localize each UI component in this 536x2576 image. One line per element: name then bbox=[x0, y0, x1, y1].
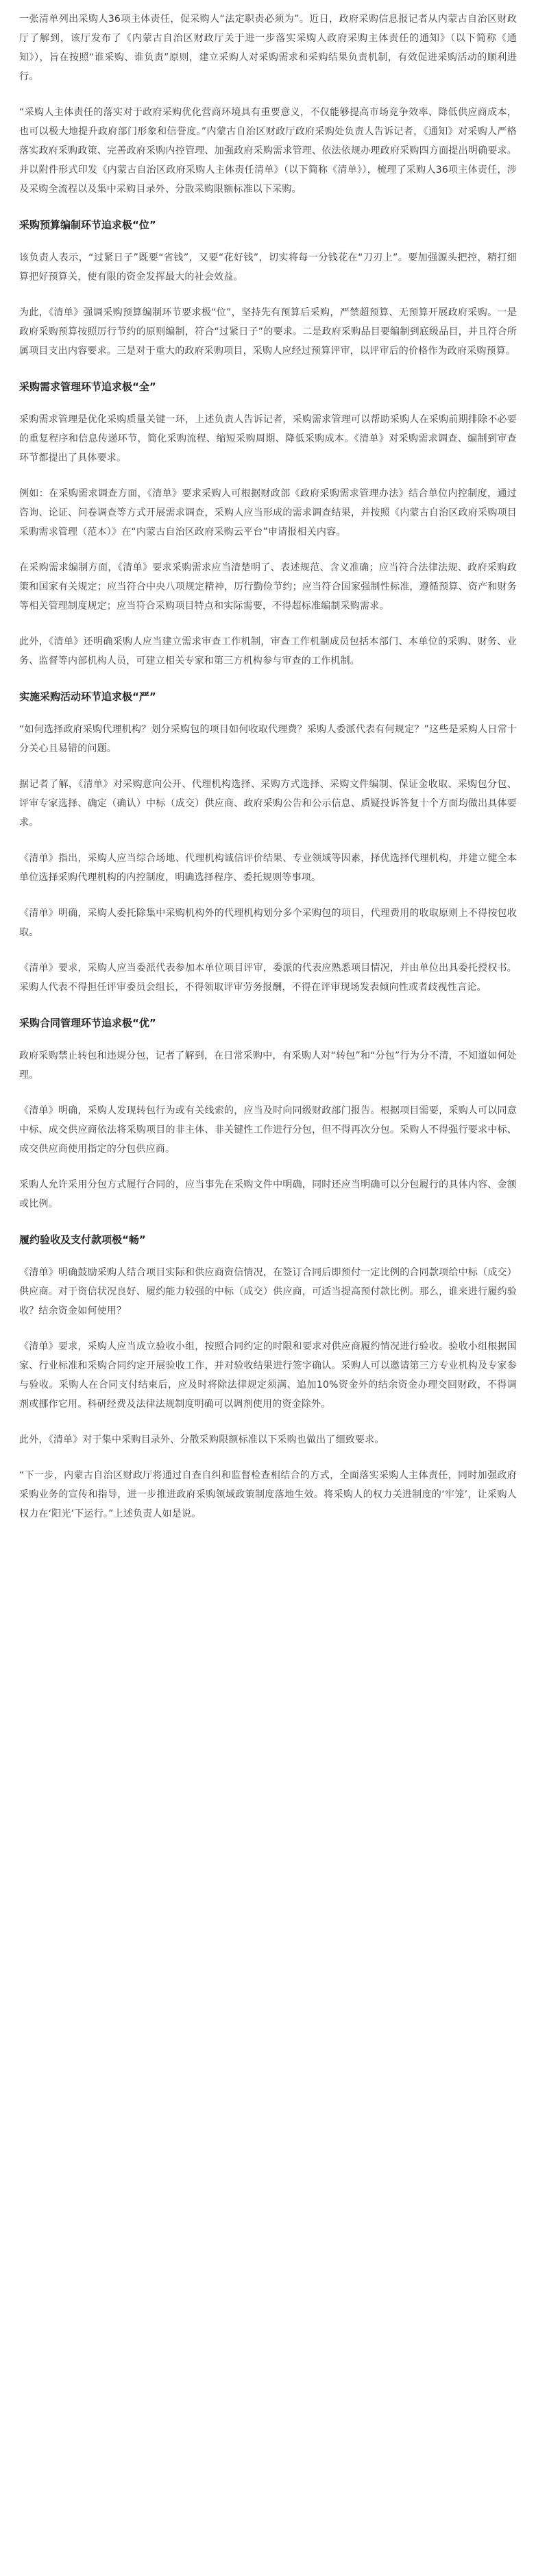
paragraph-subcontract-disclosure: 采购人允许采用分包方式履行合同的，应当事先在采购文件中明确，同时还应当明确可以分包履行的具体内容、金额或比例。 bbox=[19, 1179, 517, 1209]
paragraph-demand-compile: 在采购需求编制方面，《清单》要求采购需求应当清楚明了、表述规范、含义准确；应当符合法律法规、政府采购政策和国家有关规定；应当符合中央八项规定精神，厉行勤俭节约；应当符合国家强制性标准，遵循预算、资产和财务等相关管理制度规定；应当符合采购项目特点和实际需要，不得超标准编制采购需求。 bbox=[19, 562, 517, 612]
paragraph-subcontract-issue: 政府采购禁止转包和违规分包，记者了解到，在日常采购中，有采购人对“转包”和“分包”行为分不清，不知道如何处理。 bbox=[19, 1050, 517, 1081]
paragraph-agency-selection: 《清单》指出，采购人应当综合场地、代理机构诚信评价结果、专业领域等因素，择优选择代理机构，并建立健全本单位选择采购代理机构的内控制度，明确选择程序、委托规则等事项。 bbox=[19, 853, 517, 883]
paragraph-procurement-ten-aspects: 据记者了解，《清单》对采购意向公开、代理机构选择、采购方式选择、采购文件编制、保证金收取、采购包分包、评审专家选择、确定（确认）中标（成交）供应商、政府采购公告和公示信息、质疑投诉答复十个方面均做出具体要求。 bbox=[19, 779, 517, 828]
section-heading-demand: 采购需求管理环节追求极“全” bbox=[19, 381, 156, 393]
paragraph-next-steps: “下一步，内蒙古自治区财政厅将通过自查自纠和监督检查相结合的方式，全面落实采购人主体责任，同时加强政府采购业务的宣传和指导，进一步推进政府采购领域政策制度落地生效。将采购人的权力关进制度的‘牢笼’，让采购人权力在‘阳光’下运行。”上述负责人如是说。 bbox=[19, 1470, 517, 1519]
section-heading-acceptance: 履约验收及支付款项极“畅” bbox=[19, 1233, 146, 1246]
paragraph-subcontract-rules: 《清单》明确，采购人发现转包行为或有关线索的，应当及时向同级财政部门报告。根据项目需要，采购人可以同意中标、成交供应商依法将采购项目的非主体、非关键性工作进行分包，但不得再次分包。采购人不得强行要求中标、成交供应商使用指定的分包供应商。 bbox=[19, 1105, 517, 1155]
paragraph-demand-review: 此外，《清单》还明确采购人应当建立需求审查工作机制，审查工作机制成员包括本部门、本单位的采购、财务、业务、监督等内部机构人员，可建立相关专家和第三方机构参与审查的工作机制。 bbox=[19, 636, 517, 666]
paragraph-procurement-questions: “如何选择政府采购代理机构？划分采购包的项目如何收取代理费？采购人委派代表有何规定？”这些是采购人日常十分关心且易错的问题。 bbox=[19, 724, 517, 754]
paragraph-outside-catalog: 此外，《清单》对于集中采购目录外、分散采购限额标准以下采购也做出了细致要求。 bbox=[19, 1434, 385, 1445]
paragraph-agency-fee: 《清单》明确，采购人委托除集中采购机构外的代理机构划分多个采购包的项目，代理费用的收取原则上不得按包收取。 bbox=[19, 908, 517, 938]
section-heading-contract: 采购合同管理环节追求极“优” bbox=[19, 1017, 156, 1029]
paragraph-responsibility-list: “采购人主体责任的落实对于政府采购优化营商环境具有重要意义，不仅能够提高市场竞争效率、降低供应商成本，也可以极大地提升政府部门形象和信誉度。”内蒙古自治区财政厅政府采购处负责人告诉记者，《通知》对采购人严格落实政府采购政策、完善政府采购内控管理、加强政府采购需求管理、依法依规办理政府采购四方面提出明确要求。并以附件形式印发《内蒙古自治区政府采购人主体责任清单》（以下简称《清单》），梳理了采购人36项主体责任，涉及采购全流程以及集中采购目录外、分散采购限额标准以下采购。 bbox=[19, 107, 517, 195]
paragraph-review-representative: 《清单》要求，采购人应当委派代表参加本单位项目评审，委派的代表应熟悉项目情况，并由单位出具委托授权书。采购人代表不得担任评审委员会组长，不得领取评审劳务报酬，不得在评审现场发表倾向性或者歧视性言论。 bbox=[19, 963, 517, 993]
section-heading-budget: 采购预算编制环节追求极“位” bbox=[19, 219, 156, 231]
paragraph-intro: 一张清单列出采购人36项主体责任，促采购人“法定职责必须为”。近日，政府采购信息报记者从内蒙古自治区财政厅了解到，该厅发布了《内蒙古自治区财政厅关于进一步落实采购人政府采购主体责任的通知》（以下简称《通知》），旨在按照“谁采购、谁负责”原则，建立采购人对采购需求和采购结果负责机制，有效促进采购活动的顺利进行。 bbox=[19, 14, 517, 82]
paragraph-advance-payment: 《清单》明确鼓励采购人结合项目实际和供应商资信情况，在签订合同后即预付一定比例的合同款项给中标（成交）供应商。对于资信状况良好、履约能力较强的中标（成交）供应商，可适当提高预付款比例。那么，谁来进行履约验收？结余资金如何使用？ bbox=[19, 1267, 517, 1316]
paragraph-budget-rules: 为此，《清单》强调采购预算编制环节要求极“位”，坚持先有预算后采购，严禁超预算、无预算开展政府采购。一是政府采购预算按照厉行节约的原则编制，符合“过紧日子”的要求。二是政府采购品目要编制到底级品目，并且符合所属项目支出内容要求。三是对于重大的政府采购项目，采购人应经过预算评审，以评审后的价格作为政府采购预算。 bbox=[19, 307, 517, 357]
section-heading-procurement: 实施采购活动环节追求极“严” bbox=[19, 690, 156, 703]
paragraph-demand-survey: 例如：在采购需求调查方面，《清单》要求采购人可根据财政部《政府采购需求管理办法》结合单位内控制度，通过咨询、论证、问卷调查等方式开展需求调查，采购人应当形成的需求调查结果，并按照《内蒙古自治区政府采购项目采购需求管理（范本）》在“内蒙古自治区政府采购云平台”申请报相关内容。 bbox=[19, 488, 517, 538]
paragraph-budget-principle: 该负责人表示，“过紧日子”既要“省钱”，又要“花好钱”，切实将每一分钱花在“刀刃上”。要加强源头把控，精打细算把好预算关，使有限的资金发挥最大的社会效益。 bbox=[19, 252, 517, 282]
paragraph-demand-overview: 采购需求管理是优化采购质量关键一环，上述负责人告诉记者，采购需求管理可以帮助采购人在采购前期排除不必要的重复程序和信息传递环节，简化采购流程、缩短采购周期、降低采购成本。《清单》对采购需求调查、编制到审查环节都提出了具体要求。 bbox=[19, 414, 517, 464]
paragraph-acceptance-group: 《清单》要求，采购人应当成立验收小组，按照合同约定的时限和要求对供应商履约情况进行验收。验收小组根据国家、行业标准和采购合同约定开展验收工作，并对验收结果进行签字确认。采购人可以邀请第三方专业机构及专家参与验收。采购人在合同支付结束后，应及时将除法律规定须满、追加10%资金外的结余资金办理交回财政，不得调剂或挪作它用。科研经费及法律法规制度明确可以调剂使用的资金除外。 bbox=[19, 1341, 517, 1410]
